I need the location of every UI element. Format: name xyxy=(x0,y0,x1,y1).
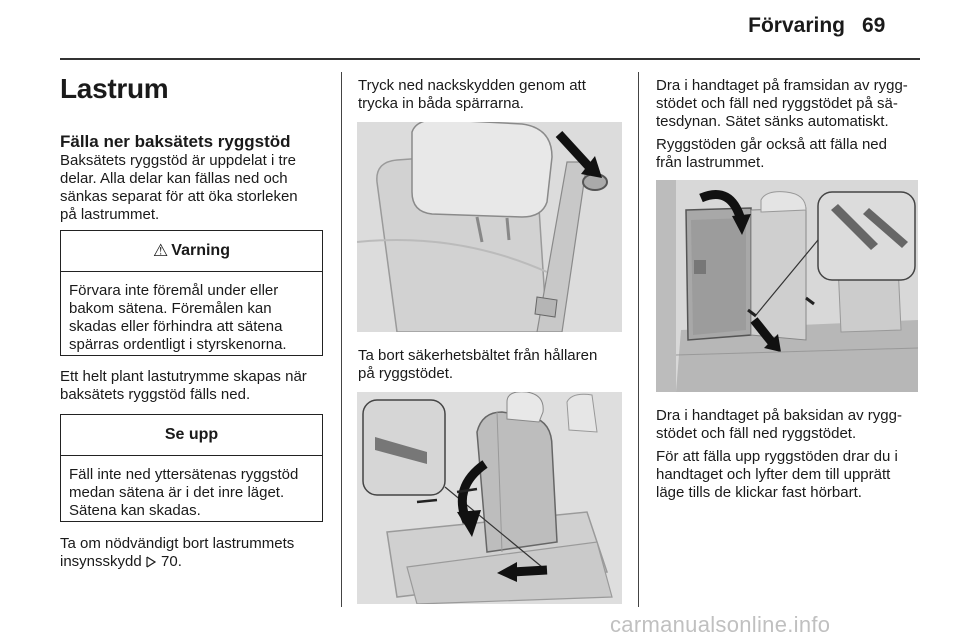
caution-box xyxy=(60,414,323,522)
text-line: på lastrummet. xyxy=(60,206,160,223)
warning-box xyxy=(60,230,323,356)
page-reference-link[interactable]: 70. xyxy=(161,553,182,570)
text-line: Dra i handtaget på framsidan av rygg- xyxy=(656,77,908,94)
caution-title: Se upp xyxy=(164,426,219,443)
intro-paragraph xyxy=(60,152,335,224)
caution-body xyxy=(61,456,322,520)
text-line: Tryck ned nackskydden genom att xyxy=(358,77,586,94)
front-handle-paragraph xyxy=(656,77,926,131)
text-line: medan sätena är i det inre läget. xyxy=(69,484,285,501)
text-line: Dra i handtaget på baksidan av rygg- xyxy=(656,407,902,424)
text-line: tesdynan. Sätet sänks automatiskt. xyxy=(656,113,889,130)
headrest-illustration xyxy=(357,122,622,332)
caution-box-header xyxy=(61,415,322,456)
cover-paragraph xyxy=(60,535,335,571)
text-line: stödet och fäll ned ryggstödet. xyxy=(656,425,857,442)
text-line: trycka in båda spärrarna. xyxy=(358,95,524,112)
section-title: Förvaring xyxy=(748,14,845,37)
text-line: Ta bort säkerhetsbältet från hållaren xyxy=(358,347,598,364)
text-line: Sätena kan skadas. xyxy=(69,502,201,519)
watermark-text: carmanualsonline.info xyxy=(610,612,831,637)
text-line: på ryggstödet. xyxy=(358,365,454,382)
seat-fold-illustration xyxy=(357,392,622,604)
column-divider-2 xyxy=(638,72,639,607)
page-number: 69 xyxy=(862,14,886,37)
text-line: Ett helt plant lastutrymme skapas när xyxy=(60,368,307,385)
text-line: delar. Alla delar kan fällas ned och xyxy=(60,170,288,187)
headrest-paragraph xyxy=(358,77,633,113)
column-divider-1 xyxy=(341,72,342,607)
text-line: baksätets ryggstöd fälls ned. xyxy=(60,386,251,403)
fold-up-paragraph xyxy=(656,448,931,502)
warning-body xyxy=(61,272,322,354)
warning-triangle-icon: ⚠ xyxy=(153,241,169,260)
warning-box-header xyxy=(61,231,322,272)
text-line: Förvara inte föremål under eller xyxy=(69,282,279,299)
cargo-fold-paragraph xyxy=(656,136,926,172)
text-line: sänkas separat för att öka storleken xyxy=(60,188,298,205)
text-line: Fäll inte ned yttersätenas ryggstöd xyxy=(69,466,299,483)
text-line: spärras ordentligt i styrskenorna. xyxy=(69,336,287,353)
header-divider xyxy=(60,58,920,60)
text-line: stödet och fäll ned ryggstödet på sä- xyxy=(656,95,898,112)
cargo-area-illustration xyxy=(656,180,918,392)
text-line: handtaget och lyfter dem till upprätt xyxy=(656,466,891,483)
text-line: Baksätets ryggstöd är uppdelat i tre xyxy=(60,152,296,169)
page-reference-icon xyxy=(146,556,157,568)
heading-lastrum: Lastrum xyxy=(60,73,169,104)
rear-handle-paragraph xyxy=(656,407,926,443)
text-fragment: insynsskydd xyxy=(60,553,142,570)
text-line: Ta om nödvändigt bort lastrummets xyxy=(60,535,295,552)
seatbelt-paragraph xyxy=(358,347,638,383)
text-line: Ryggstöden går också att fälla ned xyxy=(656,136,887,153)
text-line: För att fälla upp ryggstöden drar du i xyxy=(656,448,898,465)
text-line: från lastrummet. xyxy=(656,154,765,171)
warning-title: Varning xyxy=(171,242,230,259)
text-line xyxy=(60,553,335,571)
subheading-fold-seat: Fälla ner baksätets ryggstöd xyxy=(60,132,291,151)
text-line: bakom sätena. Föremålen kan xyxy=(69,300,272,317)
text-line: skadas eller förhindra att sätena xyxy=(69,318,283,335)
flat-space-paragraph xyxy=(60,368,340,404)
text-line: läge tills de klickar fast hörbart. xyxy=(656,484,862,501)
